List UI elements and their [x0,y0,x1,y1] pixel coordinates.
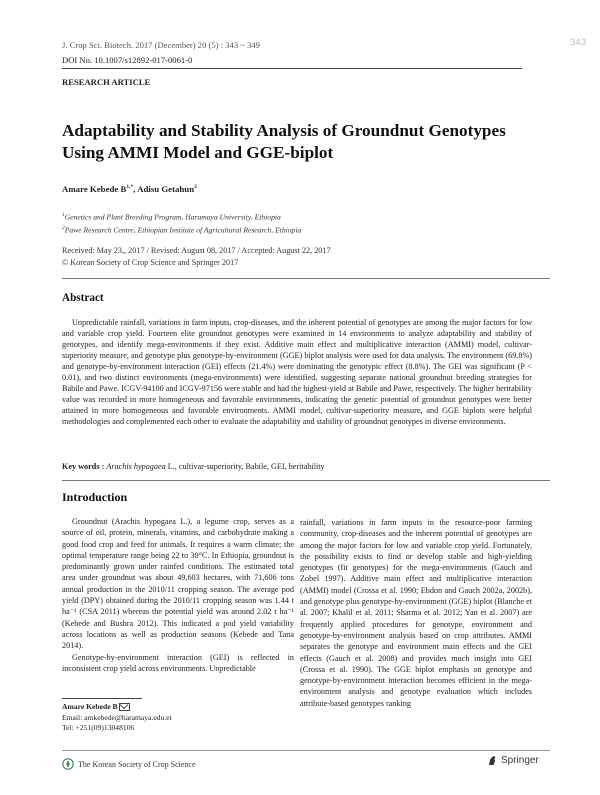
affiliation-text: Pawe Research Centre, Ethiopian Institute of Agricultural Research, Ethiopia [64,225,302,235]
affiliation-text: Genetics and Plant Breeding Program, Haramaya University, Ethiopia [64,212,281,222]
springer-horse-icon [487,755,498,766]
footer-publisher [487,755,539,766]
article-type: RESEARCH ARTICLE [62,77,151,87]
section-divider [62,278,550,279]
section-divider [62,480,550,481]
author-separator: , [133,184,138,194]
keyword-list: L., cultivar-superiority, Babile, GEI, heritability [165,462,325,471]
footnote-divider [62,698,142,699]
header-divider [62,68,522,69]
footer-society [62,758,196,770]
publisher-name: Springer [501,755,539,766]
author-affiliation-mark: 1,* [126,184,134,191]
correspondence-footnote [62,702,262,734]
page-number: 343 [570,37,586,48]
doi[interactable]: DOI No. 10.1007/s12892-017-0061-0 [62,55,193,65]
keywords-label: Key words : [62,462,105,471]
abstract-text: Unpredictable rainfall, variations in farm inputs, crop-diseases, and the inherent potential of genotypes are among the major factors for low and variable crop yield. Fourteen elite groundnut genotypes were examined in 14 environments to analyze adaptability and stability of genotypes, and identify mega-environments if they exist. Additive main effect and multiplicative interaction (AMMI) model, cultivar-superiority measure, and genotype plus genotype-by-environment (GGE) biplot analysis were used for data analysis. The environment (69.8%) and genotype-by-environment interaction (GEI) effects (21.4%) were dominating the genotypic effect (8.8%). The GEI was significant (P < 0.01), and two distinct environments (mega-environments) were identified, suggesting separate national groundnut breeding strategies for Babile and Pawe. ICGV-94100 and ICGV-97156 were stable and had the highest-yield at Babile and Pawe, respectively. The higher heritability value was recorded in more homogeneous and favorable environments, indicating the genetic potential of groundnut genotypes were better attained in more homogeneous and favorable environments. AMMI model, cultivar-superiority measure, and GGE biplots were helpful methodologies and complemented each other to evaluate the adaptability and stability of groundnut genotypes in diverse environments. [62,318,532,426]
copyright-symbol: © [62,257,69,267]
intro-right-column [300,517,532,709]
affiliations [62,210,522,236]
author-name: Adisu Getahun [137,184,195,194]
article-title: Adaptability and Stability Analysis of Groundnut Genotypes Using AMMI Model and GGE-biplot [62,121,506,162]
corresponding-author: Amare Kebede B [62,702,118,711]
author-affiliation-mark: 2 [194,184,197,191]
publication-dates [62,245,532,268]
envelope-icon [119,703,130,711]
affiliation-number: 2 [62,225,65,232]
paragraph: Groundnut (Arachis hypogaea L.), a legume crop, serves as a source of oil, protein, minerals, vitamins, and carbohydrate making a good food crop and feed for animals. It requires a warm climate; the optimal temperature range being 22 to 30°C. In Ethiopia, groundnut is predominantly grown under rainfed conditions. The estimated total area under groundnut was about 49,603 hectares, with 71,606 tons annual production in the 2010/11 cropping season. The average pod yield (DPY) obtained during the 2010/11 cropping season was 1.44 t ha⁻¹ (CSA 2011) whereas the potential yield was around 2.02 t ha⁻¹ (Kebede and Bushra 2012). This indicated a pod yield variability across locations as well as production seasons (Kebede and Tana 2014). [62,517,294,651]
keywords [62,462,532,471]
society-logo-icon [62,758,74,770]
copyright-line [62,257,532,269]
paragraph: Genotype-by-environment interaction (GEI) is reflected in inconsistent crop yield across environments. Unpredictable [62,652,294,673]
affiliation-item [62,210,522,223]
keyword-species: Arachis hypogaea [106,462,166,471]
introduction-heading: Introduction [62,490,128,504]
affiliation-number: 1 [62,212,65,218]
received-revised-accepted: Received: May 23,, 2017 / Revised: August 08, 2017 / Accepted: August 22, 2017 [62,246,331,255]
footer-divider [62,750,550,751]
author-name: Amare Kebede B [62,184,127,194]
abstract-heading: Abstract [62,292,104,304]
copyright-text: Korean Society of Crop Science and Springer 2017 [70,257,239,267]
paragraph: rainfall, variations in farm inputs in the resource-poor farming community, crop-diseases and the inherent potential of genotypes are among the major factors for low and variable crop yield. Fortunately, the possibility exists to find or develop stable and high-yielding genotypes (fit genotypes) for the mega-environments (Gauch and Zobel 1997). Additive main effect and multiplicative interaction (AMMI) model (Crossa et al. 1990; Ebdon and Gauch 2002a, 2002b), and genotype plus genotype-by-environment (GGE) biplot (Blanche et al. 2007; Khalil et al. 2011; Sharma et al. 2012; Yan et al. 2007) are frequently applied procedures for genotype, environment and genotype-by-environment analysis based on crop attributes. AMMI separates the genotype and environment main effects and the GEI effects (Gauch et al. 2008) and provides much insight into GEI (Crossa et al. 1990). The GGE biplot emphasis on genotype and genotype-by-environment interaction becomes efficient in the mega-environment analysis and genotype evaluation which includes attribute-based genotypes ranking [300,518,532,708]
author-email[interactable]: Email: amkebede@haramaya.edu.et [62,712,172,722]
intro-left-column [62,516,294,674]
author-list [62,184,197,194]
society-name: The Korean Society of Crop Science [78,759,196,769]
affiliation-item [62,223,522,236]
author-phone: Tel: +251(09)13048106 [62,723,135,732]
journal-citation: J. Crop Sci. Biotech. 2017 (December) 20 (5) : 343 ~ 349 [62,40,260,50]
